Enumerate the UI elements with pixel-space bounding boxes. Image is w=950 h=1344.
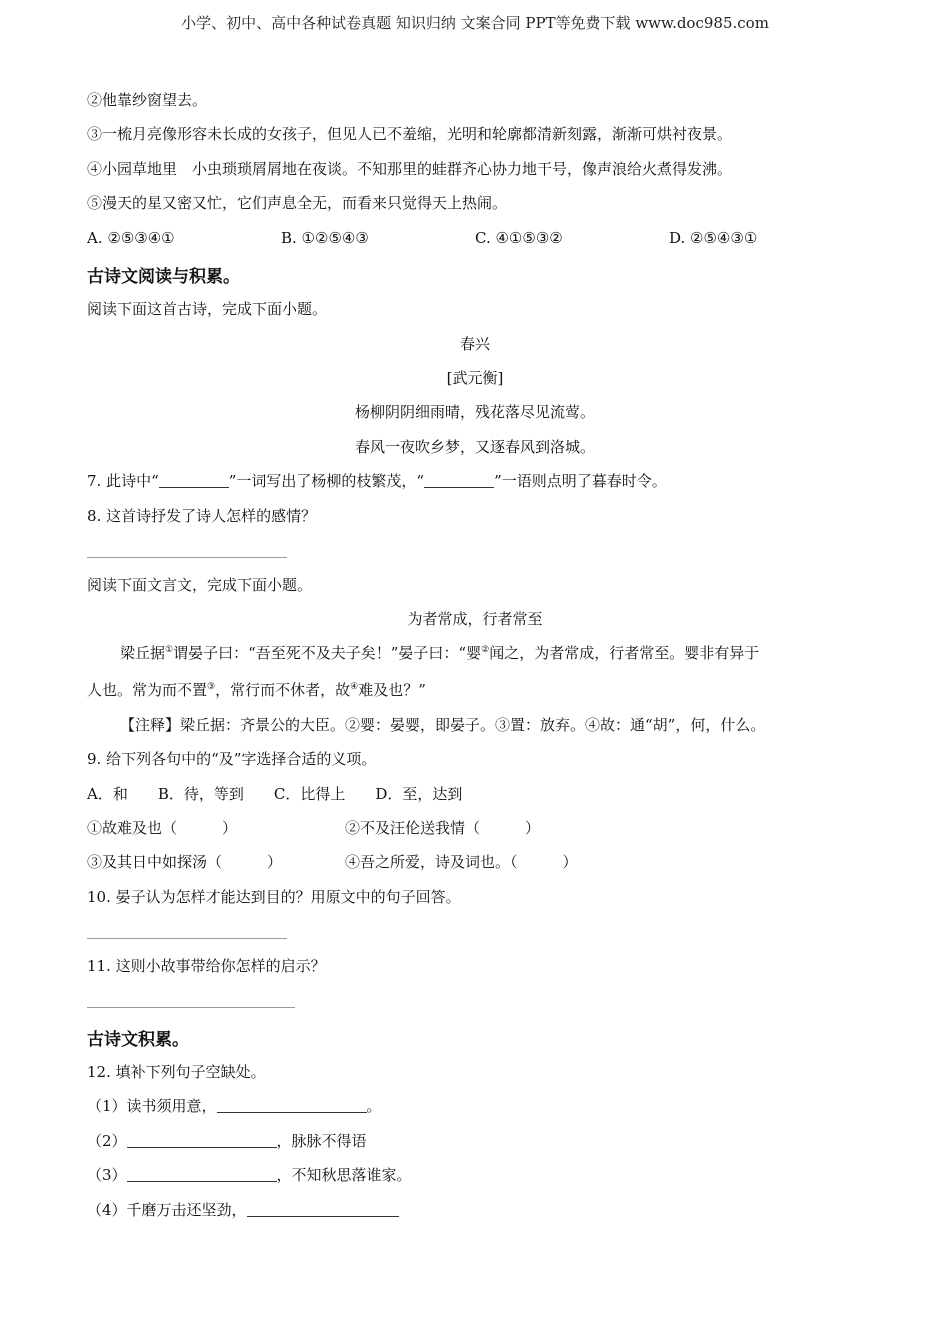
q10-answer-line[interactable] (87, 938, 287, 939)
note-ref-2: ② (481, 645, 490, 655)
p2-b: ，常行而不休者，故 (215, 681, 351, 699)
q12-1-blank[interactable] (217, 1098, 367, 1113)
q7-text-b: ”一词写出了杨柳的枝繁茂，“ (228, 472, 425, 490)
q12-4-blank[interactable] (247, 1202, 399, 1217)
question-7 (87, 470, 667, 492)
q7-blank-1[interactable] (159, 473, 229, 488)
sentence-4: ④小园草地里 小虫琐琐屑屑地在夜谈。不知那里的蛙群齐心协力地干号，像声浪给火煮得发沸。 (87, 160, 733, 178)
q12-2-blank[interactable] (127, 1133, 277, 1148)
q12-item-1 (87, 1095, 382, 1117)
q12-item-4 (87, 1199, 399, 1221)
page-header: 小学、初中、高中各种试卷真题 知识归纳 文案合同 PPT等免费下载 www.doc985.com (181, 14, 769, 32)
poem-line-2: 春风一夜吹乡梦，又逐春风到洛城。 (354, 438, 595, 456)
option-d: D. ②⑤④③① (669, 229, 758, 247)
q9-item-1: ①故难及也（ ） (87, 819, 238, 837)
text-paragraph-line-1 (120, 642, 759, 664)
text-intro: 阅读下面文言文，完成下面小题。 (87, 576, 313, 594)
q9-item-2: ②不及汪伦送我情（ ） (345, 819, 541, 837)
question-12: 12. 填补下列句子空缺处。 (87, 1063, 266, 1081)
section-title-poetry: 古诗文阅读与积累。 (87, 267, 240, 287)
option-c: C. ④①⑤③② (475, 229, 563, 247)
note-ref-3: ③ (207, 682, 216, 692)
q12-item-2 (87, 1130, 367, 1152)
q12-2-pre: （2） (87, 1132, 127, 1150)
q8-answer-line[interactable] (87, 557, 287, 558)
text-title: 为者常成，行者常至 (407, 610, 543, 628)
question-10: 10. 晏子认为怎样才能达到目的？用原文中的句子回答。 (87, 888, 461, 906)
q7-text-c: ”一语则点明了暮春时令。 (494, 472, 667, 490)
note-ref-1: ① (165, 645, 174, 655)
q12-item-3 (87, 1164, 412, 1186)
section-title-accumulation: 古诗文积累。 (87, 1030, 189, 1050)
note-ref-4: ④ (350, 682, 359, 692)
question-11: 11. 这则小故事带给你怎样的启示？ (87, 957, 326, 975)
p1-a: 梁丘据 (120, 644, 166, 662)
p2-c: 难及也？” (358, 681, 426, 699)
q12-3-post: ，不知秋思落谁家。 (276, 1166, 412, 1184)
q9-item-4: ④吾之所爱，诗及词也。（ ） (345, 853, 578, 871)
q12-3-pre: （3） (87, 1166, 127, 1184)
q12-1-pre: （1）读书须用意， (87, 1097, 217, 1115)
poem-intro: 阅读下面这首古诗，完成下面小题。 (87, 300, 328, 318)
question-8: 8. 这首诗抒发了诗人怎样的感情？ (87, 507, 317, 525)
sentence-3: ③一梳月亮像形容未长成的女孩子，但见人已不羞缩，光明和轮廓都清新刻露，渐渐可烘衬夜景。 (87, 125, 733, 143)
q12-1-post: 。 (366, 1097, 382, 1115)
p1-b: 谓晏子曰：“吾至死不及夫子矣！”晏子曰：“婴 (173, 644, 482, 662)
sentence-2: ②他靠纱窗望去。 (87, 91, 208, 109)
q9-options: A．和 B．待，等到 C．比得上 D．至，达到 (87, 785, 463, 803)
annotation-note: 【注释】梁丘据：齐景公的大臣。②婴：晏婴，即晏子。③置：放弃。④故：通“胡”，何，什么。 (120, 716, 766, 734)
q7-text-a: 7. 此诗中“ (87, 472, 159, 490)
poem-title: 春兴 (459, 335, 490, 353)
text-paragraph-line-2 (87, 679, 426, 701)
q12-4-pre: （4）千磨万击还坚劲， (87, 1201, 247, 1219)
q12-2-post: ，脉脉不得语 (276, 1132, 367, 1150)
q7-blank-2[interactable] (424, 473, 494, 488)
p1-c: 闻之，为者常成，行者常至。婴非有异于 (489, 644, 760, 662)
sentence-5: ⑤漫天的星又密又忙，它们声息全无，而看来只觉得天上热闹。 (87, 194, 508, 212)
q11-answer-line[interactable] (87, 1007, 295, 1008)
poem-line-1: 杨柳阴阴细雨晴，残花落尽见流莺。 (354, 403, 595, 421)
option-b: B. ①②⑤④③ (281, 229, 369, 247)
question-9: 9. 给下列各句中的“及”字选择合适的义项。 (87, 750, 377, 768)
option-a: A. ②⑤③④① (87, 229, 175, 247)
p2-a: 人也。常为而不置 (87, 681, 208, 699)
q9-item-3: ③及其日中如探汤（ ） (87, 853, 283, 871)
poem-author: [武元衡] (446, 369, 504, 387)
q12-3-blank[interactable] (127, 1167, 277, 1182)
